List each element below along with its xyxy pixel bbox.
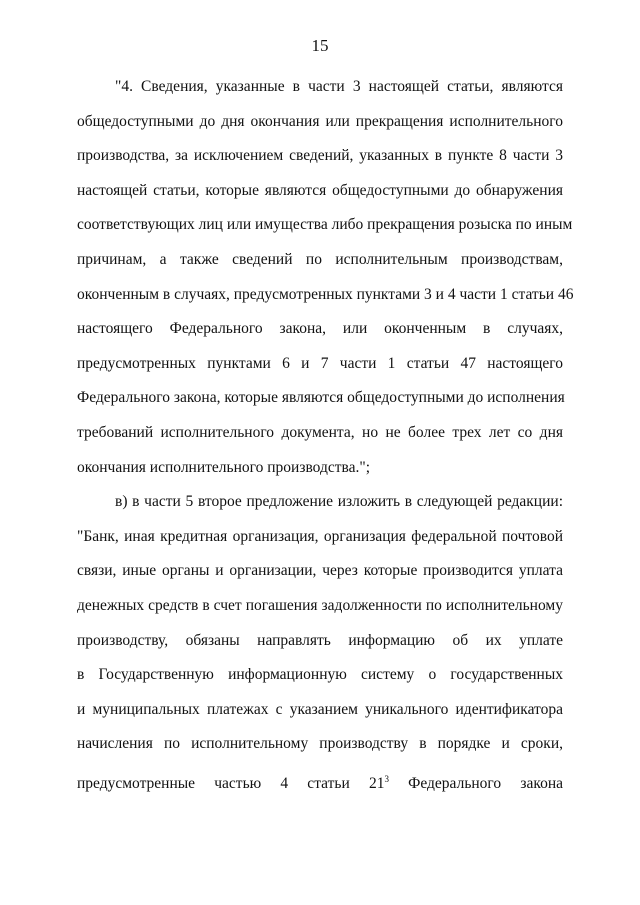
text-line: "Банк, иная кредитная организация, организация федеральной почтовой [77, 527, 563, 545]
document-body [77, 75, 574, 801]
text-line: "4. Сведения, указанные в части 3 настоящей статьи, являются [115, 78, 563, 95]
text-line: и муниципальных платежах с указанием уникального идентификатора [77, 700, 563, 718]
text-line: оконченным в случаях, предусмотренных пунктами 3 и 4 части 1 статьи 46 [77, 285, 574, 303]
text-line: денежных средств в счет погашения задолженности по исполнительному [77, 596, 563, 614]
text-segment: Федерального закона [388, 774, 563, 792]
text-line: причинам, а также сведений по исполнительным производствам, [77, 250, 563, 268]
text-line: в) в части 5 второе предложение изложить в следующей редакции: [115, 493, 563, 511]
superscript: 3 [384, 773, 389, 784]
text-line: предусмотренных пунктами 6 и 7 части 1 статьи 47 настоящего [77, 354, 563, 372]
text-line: производству, обязаны направлять информацию об их уплате [77, 631, 563, 649]
text-line: в Государственную информационную систему о государственных [77, 666, 563, 684]
page-number: 15 [311, 36, 329, 55]
text-line: настоящей статьи, которые являются общедоступными до обнаружения [77, 181, 563, 199]
text-line: связи, иные органы и организации, через которые производится уплата [77, 562, 563, 580]
text-line: Федерального закона, которые являются общедоступными до исполнения [77, 389, 565, 407]
text-line: соответствующих лиц или имущества либо прекращения розыска по иным [77, 216, 573, 234]
text-line: требований исполнительного документа, но не более трех лет со дня [77, 423, 563, 441]
text-line: производства, за исключением сведений, указанных в пункте 8 части 3 [77, 147, 563, 165]
text-line: настоящего Федерального закона, или оконченным в случаях, [77, 320, 563, 338]
text-line: начисления по исполнительному производству в порядке и сроки, [77, 735, 563, 753]
text-line: общедоступными до дня окончания или прекращения исполнительного [77, 112, 563, 130]
text-segment: предусмотренные частью 4 статьи 21 [77, 774, 385, 792]
text-line [77, 767, 563, 802]
text-line: окончания исполнительного производства."; [77, 458, 371, 476]
